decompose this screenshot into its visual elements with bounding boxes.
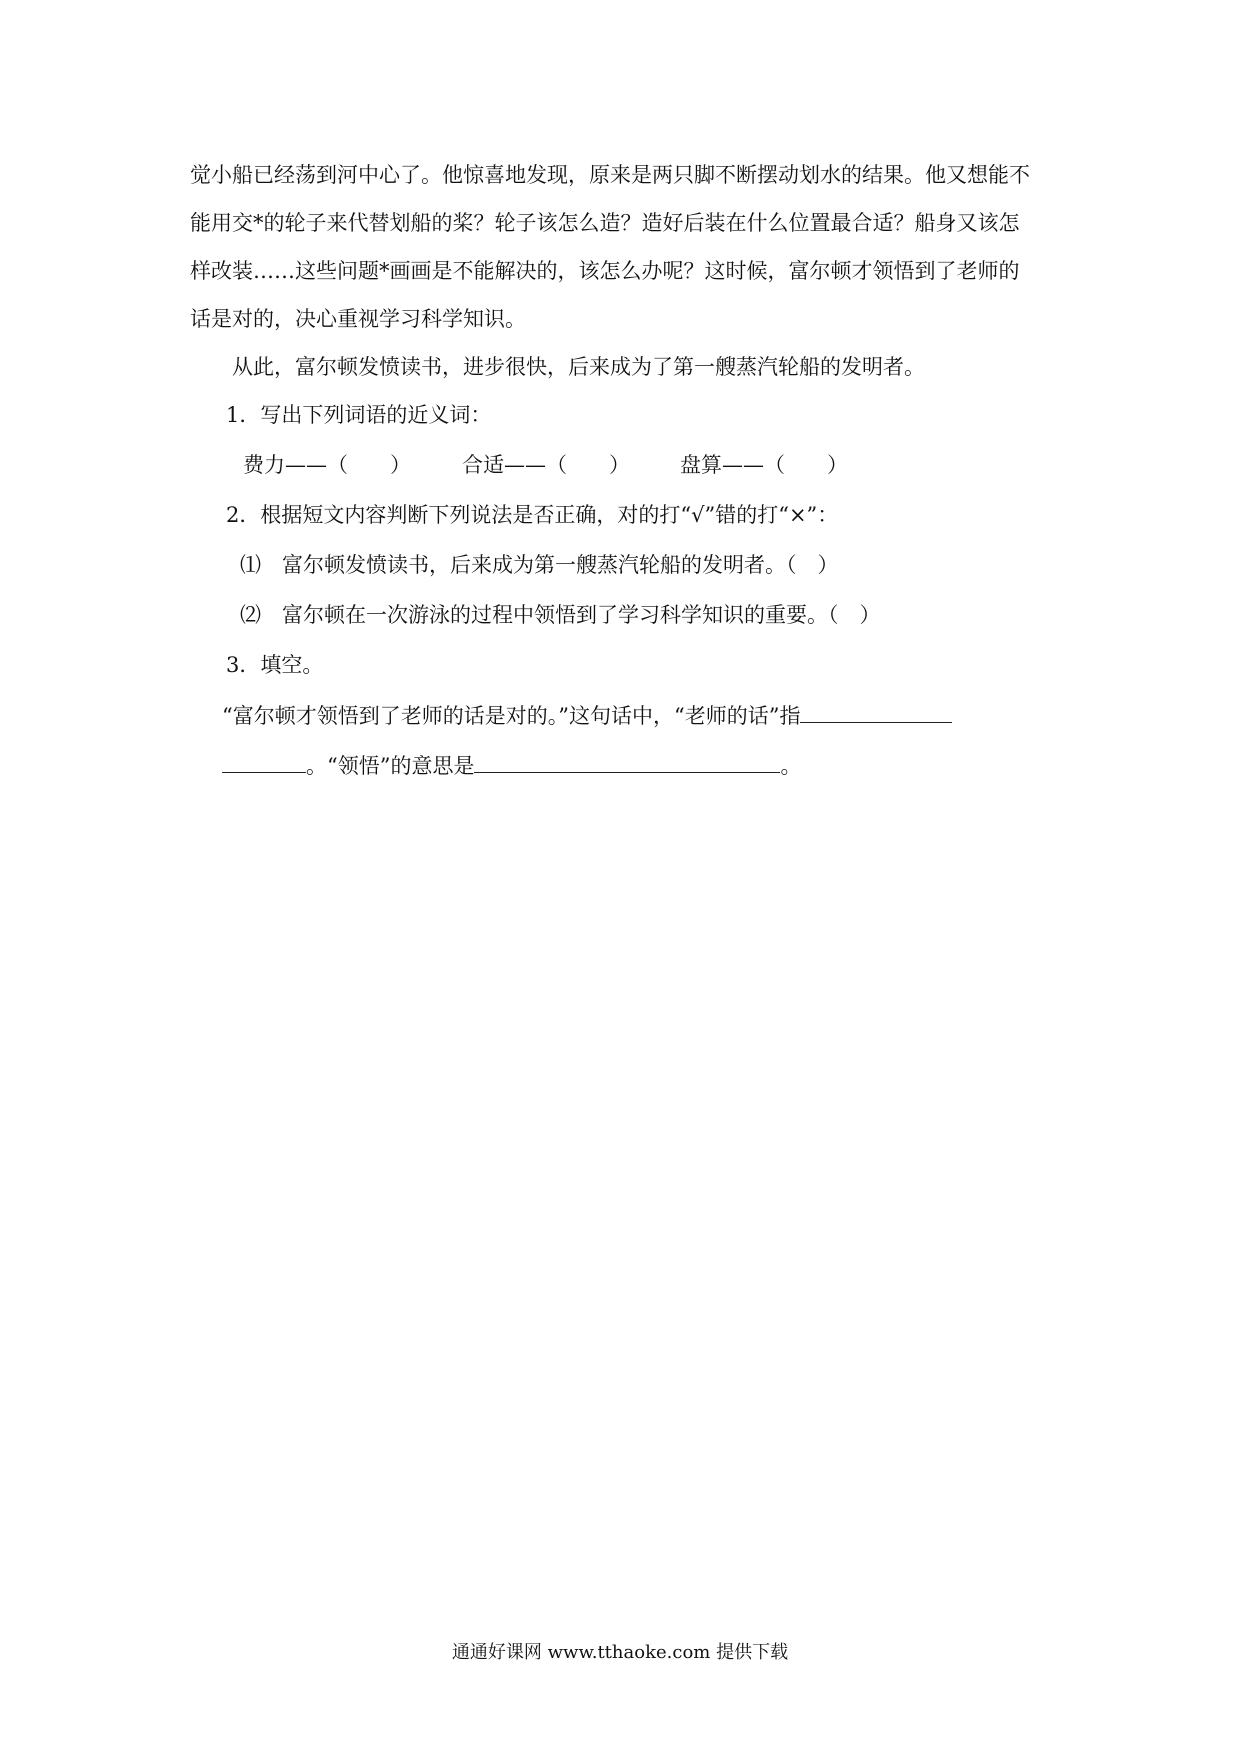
question-3-end: 。 bbox=[780, 754, 802, 778]
question-1-item-2-wrap bbox=[462, 450, 630, 480]
question-2-item-2: ⑵ 富尔顿在一次游泳的过程中领悟到了学习科学知识的重要。（ ） bbox=[240, 603, 881, 627]
question-3-sentence: “富尔顿才领悟到了老师的话是对的。”这句话中，“老师的话”指 bbox=[222, 704, 801, 728]
page-footer: 通通好课网 www.tthaoke.com 提供下载 bbox=[451, 1642, 789, 1663]
question-2-prompt: 2．根据短文内容判断下列说法是否正确，对的打“√”错的打“×”： bbox=[226, 503, 839, 527]
answer-blank-2[interactable] bbox=[474, 750, 780, 773]
question-3-continuation-line bbox=[222, 750, 801, 781]
answer-blank-1-continued[interactable] bbox=[222, 750, 306, 773]
question-3-prompt: 3．填空。 bbox=[226, 653, 324, 677]
answer-blank-1[interactable] bbox=[800, 700, 952, 723]
synonym-item-feili: 费力——（ ） bbox=[243, 453, 411, 477]
passage-line-2: 能用交*的轮子来代替划船的桨？轮子该怎么造？造好后装在什么位置最合适？船身又该怎 bbox=[190, 211, 1020, 235]
synonym-item-heshi: 合适——（ ） bbox=[462, 453, 630, 477]
question-3-sentence-line bbox=[222, 700, 952, 731]
question-3-mid: 。“领悟”的意思是 bbox=[306, 754, 475, 778]
synonym-item-pansuan: 盘算——（ ） bbox=[680, 453, 848, 477]
question-1-items bbox=[243, 450, 411, 480]
question-2-item-1: ⑴ 富尔顿发愤读书，后来成为第一艘蒸汽轮船的发明者。（ ） bbox=[240, 553, 839, 577]
passage-line-1: 觉小船已经荡到河中心了。他惊喜地发现，原来是两只脚不断摆动划水的结果。他又想能不 bbox=[190, 163, 1030, 187]
passage-line-3: 样改装……这些问题*画画是不能解决的，该怎么办呢？这时候，富尔顿才领悟到了老师的 bbox=[190, 259, 1020, 283]
passage-conclusion: 从此，富尔顿发愤读书，进步很快，后来成为了第一艘蒸汽轮船的发明者。 bbox=[232, 355, 925, 379]
passage-line-4: 话是对的，决心重视学习科学知识。 bbox=[190, 307, 526, 331]
question-1-item-3-wrap bbox=[680, 450, 848, 480]
question-1-prompt: 1．写出下列词语的近义词： bbox=[226, 403, 492, 427]
